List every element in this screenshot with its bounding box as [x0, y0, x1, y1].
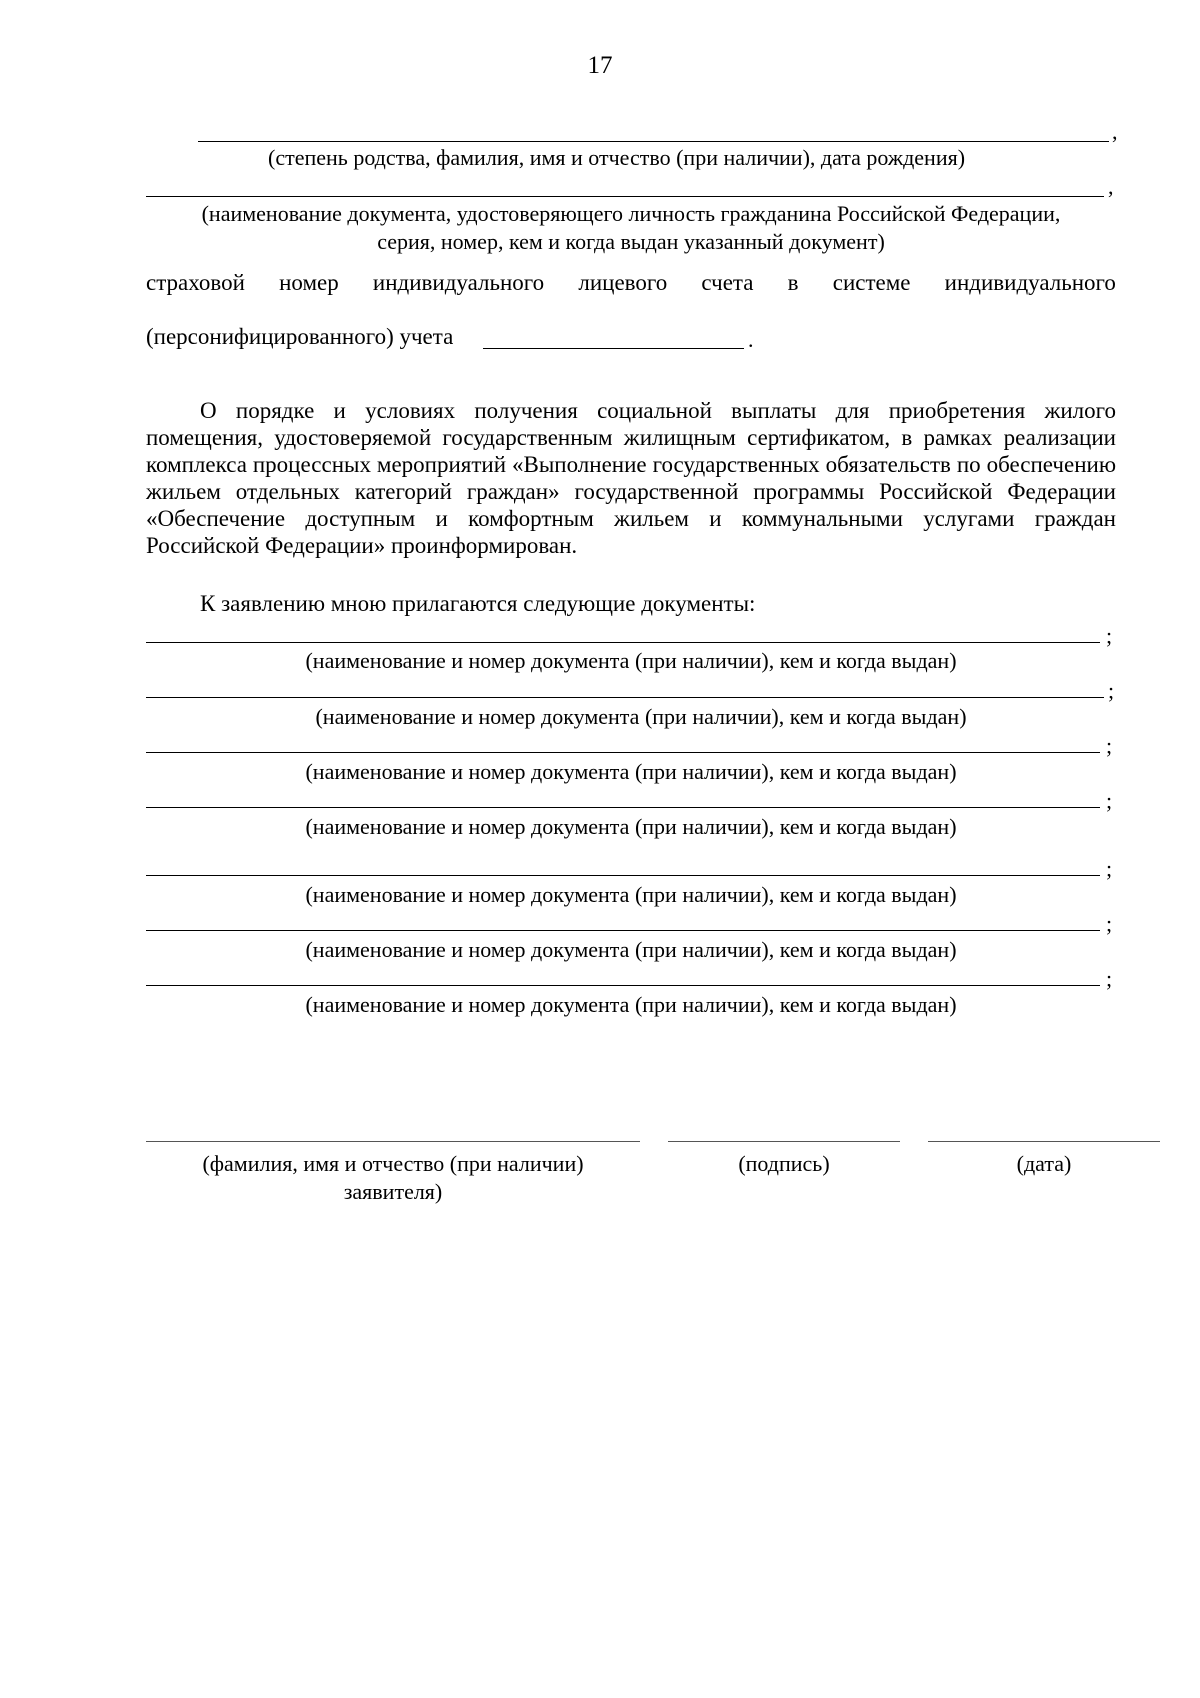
identity-doc-caption-line1: (наименование документа, удостоверяющего личность гражданина Российской Федерации,: [201, 201, 1061, 226]
document-caption: (наименование и номер документа (при наличии), кем и когда выдан): [315, 704, 967, 729]
info-paragraph: О порядке и условиях получения социальной выплаты для приобретения жилого помещения, удостоверяемой государственным жилищным сертификатом, в рамках реализации комплекса процессных мероприятий «Выполнение государственных обязательств по обеспечению жильем отдельных категорий граждан» государственной программы Российской Федерации «Обеспечение доступным и комфортным жильем и коммунальными услугами граждан Российской Федерации» проинформирован.: [146, 398, 1116, 558]
applicant-name-caption-line2: заявителя): [343, 1179, 443, 1204]
insurance-word: системе: [832, 270, 911, 295]
relative-caption: (степень родства, фамилия, имя и отчество (при наличии), дата рождения): [268, 145, 966, 170]
applicant-name-caption-line1: (фамилия, имя и отчество (при наличии): [202, 1151, 584, 1176]
document-fill-line[interactable]: [146, 807, 1100, 808]
date-caption: (дата): [1016, 1151, 1072, 1176]
document-caption: (наименование и номер документа (при наличии), кем и когда выдан): [305, 814, 957, 839]
insurance-line2-label: (персонифицированного) учета: [146, 324, 454, 349]
page-number: 17: [587, 52, 613, 79]
insurance-line1: [146, 271, 1116, 294]
document-end-mark: ;: [1106, 966, 1113, 991]
document-end-mark: ;: [1106, 911, 1113, 936]
date-field[interactable]: [928, 1141, 1160, 1142]
document-end-mark: ;: [1106, 733, 1113, 758]
relative-fill-line[interactable]: [198, 141, 1109, 142]
document-fill-line[interactable]: [146, 697, 1104, 698]
insurance-word: в: [787, 270, 799, 295]
insurance-end-mark: .: [748, 327, 754, 352]
document-caption: (наименование и номер документа (при наличии), кем и когда выдан): [305, 648, 957, 673]
insurance-word: страховой: [146, 270, 245, 295]
identity-doc-fill-line[interactable]: [146, 196, 1104, 197]
insurance-number-field[interactable]: [483, 348, 744, 349]
document-end-mark: ;: [1108, 678, 1115, 703]
insurance-word: лицевого: [578, 270, 668, 295]
identity-doc-end-mark: ,: [1108, 174, 1114, 199]
insurance-word: счета: [701, 270, 754, 295]
documents-intro: К заявлению мною прилагаются следующие документы:: [200, 591, 756, 616]
document-caption: (наименование и номер документа (при наличии), кем и когда выдан): [305, 882, 957, 907]
document-fill-line[interactable]: [146, 985, 1100, 986]
signature-field[interactable]: [668, 1141, 900, 1142]
insurance-word: индивидуального: [372, 270, 545, 295]
document-fill-line[interactable]: [146, 875, 1100, 876]
document-caption: (наименование и номер документа (при наличии), кем и когда выдан): [305, 759, 957, 784]
applicant-name-field[interactable]: [146, 1141, 640, 1142]
document-end-mark: ;: [1106, 856, 1113, 881]
document-fill-line[interactable]: [146, 752, 1100, 753]
signature-caption: (подпись): [738, 1151, 830, 1176]
insurance-word: номер: [279, 270, 339, 295]
document-end-mark: ;: [1106, 788, 1113, 813]
relative-end-mark: ,: [1112, 119, 1118, 144]
document-fill-line[interactable]: [146, 930, 1100, 931]
identity-doc-caption-line2: серия, номер, кем и когда выдан указанный документ): [377, 229, 885, 254]
document-caption: (наименование и номер документа (при наличии), кем и когда выдан): [305, 937, 957, 962]
document-caption: (наименование и номер документа (при наличии), кем и когда выдан): [305, 992, 957, 1017]
insurance-word: индивидуального: [944, 270, 1116, 295]
document-fill-line[interactable]: [146, 642, 1100, 643]
document-end-mark: ;: [1106, 623, 1113, 648]
